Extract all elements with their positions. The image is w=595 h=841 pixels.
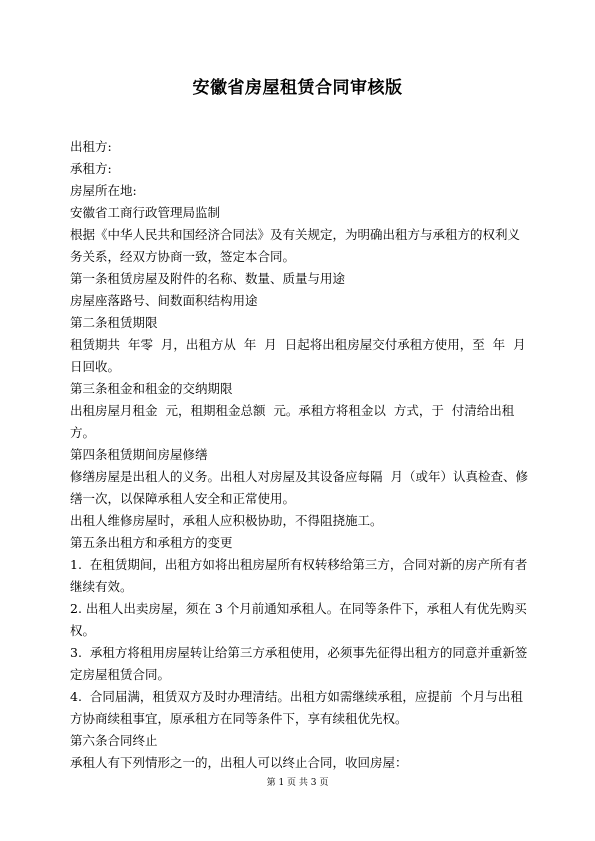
paragraph-repair-cooperation: 出租人维修房屋时，承租人应积极协助，不得阻挠施工。 — [70, 513, 383, 528]
heading-article-3: 第三条租金和租金的交纳期限 — [70, 381, 233, 396]
page-number-footer: 第 1 页 共 3 页 — [266, 778, 329, 788]
paragraph-location: 房屋所在地: — [70, 183, 137, 198]
list-item-change-2: 2. 出租人出卖房屋，须在 3 个月前通知承租人。在同等条件下，承租人有优先购买权。 — [70, 601, 527, 638]
list-item-change-1: 1. 在租赁期间，出租方如将出租房屋所有权转移给第三方，合同对新的房产所有者继续有效。 — [70, 557, 528, 594]
paragraph-property-details: 房屋座落路号、间数面积结构用途 — [70, 293, 258, 308]
list-item-change-4: 4. 合同届满，租赁双方及时办理清结。出租方如需继续承租，应提前 个月与出租方协商续租事宜，原承租方在同等条件下，享有续租优先权。 — [70, 689, 523, 726]
paragraph-supervisor: 安徽省工商行政管理局监制 — [70, 205, 221, 220]
document-title: 安徽省房屋租赁合同审核版 — [192, 78, 403, 98]
paragraph-lessor: 出租方: — [70, 139, 112, 154]
paragraph-preamble: 根据《中华人民共和国经济合同法》及有关规定，为明确出租方与承租方的权利义务关系，经双方协商一致，签定本合同。 — [70, 227, 521, 264]
list-item-change-3: 3. 承租方将租用房屋转让给第三方承租使用，必须事先征得出租方的同意并重新签定房屋租赁合同。 — [70, 645, 528, 682]
paragraph-termination: 承租人有下列情形之一的，出租人可以终止合同，收回房屋： — [70, 755, 408, 770]
document-body — [70, 136, 534, 774]
heading-article-4: 第四条租赁期间房屋修缮 — [70, 447, 208, 462]
heading-article-1: 第一条租赁房屋及附件的名称、数量、质量与用途 — [70, 271, 346, 286]
heading-article-5: 第五条出租方和承租方的变更 — [70, 535, 233, 550]
paragraph-rent: 出租房屋月租金 元，租期租金总额 元。承租方将租金以 方式，于 付清给出租方。 — [70, 403, 515, 440]
paragraph-repair-duty: 修缮房屋是出租人的义务。出租人对房屋及其设备应每隔 月（或年）认真检查、修缮一次，以保障承租人安全和正常使用。 — [70, 469, 528, 506]
paragraph-lease-term: 租赁期共 年零 月，出租方从 年 月 日起将出租房屋交付承租方使用，至 年 月 日回收。 — [70, 337, 534, 374]
paragraph-lessee: 承租方: — [70, 161, 112, 176]
heading-article-6: 第六条合同终止 — [70, 733, 158, 748]
heading-article-2: 第二条租赁期限 — [70, 315, 158, 330]
